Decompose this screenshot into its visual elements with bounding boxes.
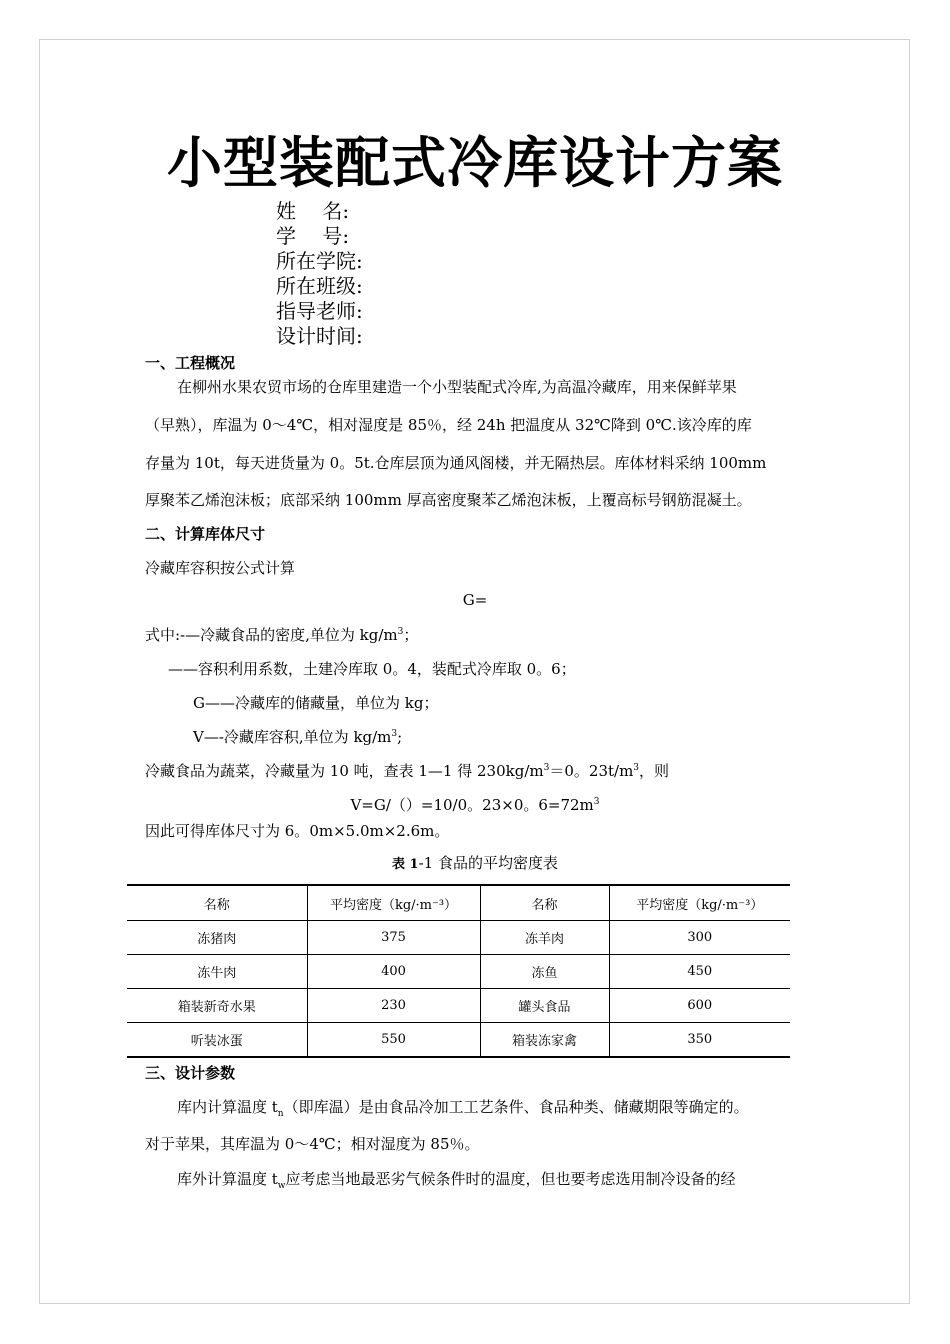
teacher-label: 指导老师:	[276, 299, 363, 323]
author-info-block	[276, 199, 363, 349]
table-cell: 箱装冻家禽	[480, 1023, 609, 1058]
table-row	[127, 989, 790, 1023]
table-cell: 听装冰蛋	[127, 1023, 307, 1058]
table-row	[127, 921, 790, 955]
table-caption: 表 1-1 食品的平均密度表	[392, 854, 558, 872]
formula: G=	[462, 591, 488, 609]
density-table	[127, 884, 790, 1058]
college-label: 所在学院:	[276, 249, 363, 273]
table-cell: 230	[307, 989, 480, 1023]
name-label: 姓 名:	[276, 199, 350, 223]
design-time-label: 设计时间:	[276, 324, 363, 348]
section-1-heading: 一、工程概况	[145, 354, 236, 372]
section-2-heading: 二、计算库体尺寸	[145, 525, 266, 543]
paragraph-line: 对于苹果，其库温为 0～4℃；相对湿度为 85％。	[145, 1135, 480, 1153]
table-cell: 箱装新奇水果	[127, 989, 307, 1023]
where-line-utilization: ——容积利用系数，土建冷库取 0。4，装配式冷库取 0。6；	[168, 660, 576, 678]
table-cell: 550	[307, 1023, 480, 1058]
where-line-storage: G——冷藏库的储藏量，单位为 kg；	[193, 694, 439, 712]
paragraph-line: 厚聚苯乙烯泡沫板；底部采纳 100mm 厚高密度聚苯乙烯泡沫板，上覆高标号钢筋混凝土。	[145, 491, 752, 509]
paragraph-line: 因此可得库体尺寸为 6。0m×5.0m×2.6m。	[145, 822, 450, 840]
table-cell: 400	[307, 955, 480, 989]
table-cell: 375	[307, 921, 480, 955]
student-id-label: 学 号:	[276, 224, 350, 248]
volume-calculation: V=G/（）=10/0。23×0。$6=72m^3$	[350, 796, 600, 814]
paragraph-line: 冷藏食品为蔬菜，冷藏量为 10 吨，查表 1—1 得 $230kg/m^3=0$。$23t/m^3$，则	[145, 762, 670, 780]
table-cell: 罐头食品	[480, 989, 609, 1023]
table-header-cell: 名称	[127, 885, 307, 921]
paragraph-line: 在柳州水果农贸市场的仓库里建造一个小型装配式冷库,为高温冷藏库，用来保鲜苹果	[177, 378, 737, 396]
table-header-row	[127, 885, 790, 921]
paragraph-line: 库外计算温度 $t_w$应考虑当地最恶劣气候条件时的温度，但也要考虑选用制冷设备的经	[177, 1170, 736, 1191]
paragraph-line: （早熟），库温为 0～4℃，相对湿度是 85％，经 24h 把温度从 32℃降到 0℃.该冷库的库	[145, 416, 752, 434]
section-3-heading: 三、设计参数	[145, 1064, 236, 1082]
table-header-cell: 平均密度（kg/·m⁻³）	[609, 885, 790, 921]
where-line-density: 式中:-—冷藏食品的密度,单位为 $kg/m^3$；	[145, 626, 419, 644]
table-cell: 600	[609, 989, 790, 1023]
document-title: 小型装配式冷库设计方案	[166, 130, 783, 195]
table-cell: 冻猪肉	[127, 921, 307, 955]
table-row	[127, 955, 790, 989]
table-header-cell: 平均密度（kg/·m⁻³）	[307, 885, 480, 921]
table-header-cell: 名称	[480, 885, 609, 921]
table-cell: 450	[609, 955, 790, 989]
table-cell: 冻鱼	[480, 955, 609, 989]
table-cell: 300	[609, 921, 790, 955]
table-cell: 350	[609, 1023, 790, 1058]
table-row	[127, 1023, 790, 1058]
paragraph-line: 冷藏库容积按公式计算	[145, 559, 296, 577]
table-cell: 冻牛肉	[127, 955, 307, 989]
class-label: 所在班级:	[276, 274, 363, 298]
where-line-volume: V—-冷藏库容积,单位为 $kg/m^3$;	[193, 728, 403, 746]
paragraph-line: 存量为 10t，每天进货量为 0。5t.仓库层顶为通风阁楼，并无隔热层。库体材料采纳 100mm	[145, 454, 767, 472]
table-cell: 冻羊肉	[480, 921, 609, 955]
paragraph-line: 库内计算温度 $t_n$（即库温）是由食品冷加工工艺条件、食品种类、储藏期限等确定的。	[177, 1098, 749, 1119]
